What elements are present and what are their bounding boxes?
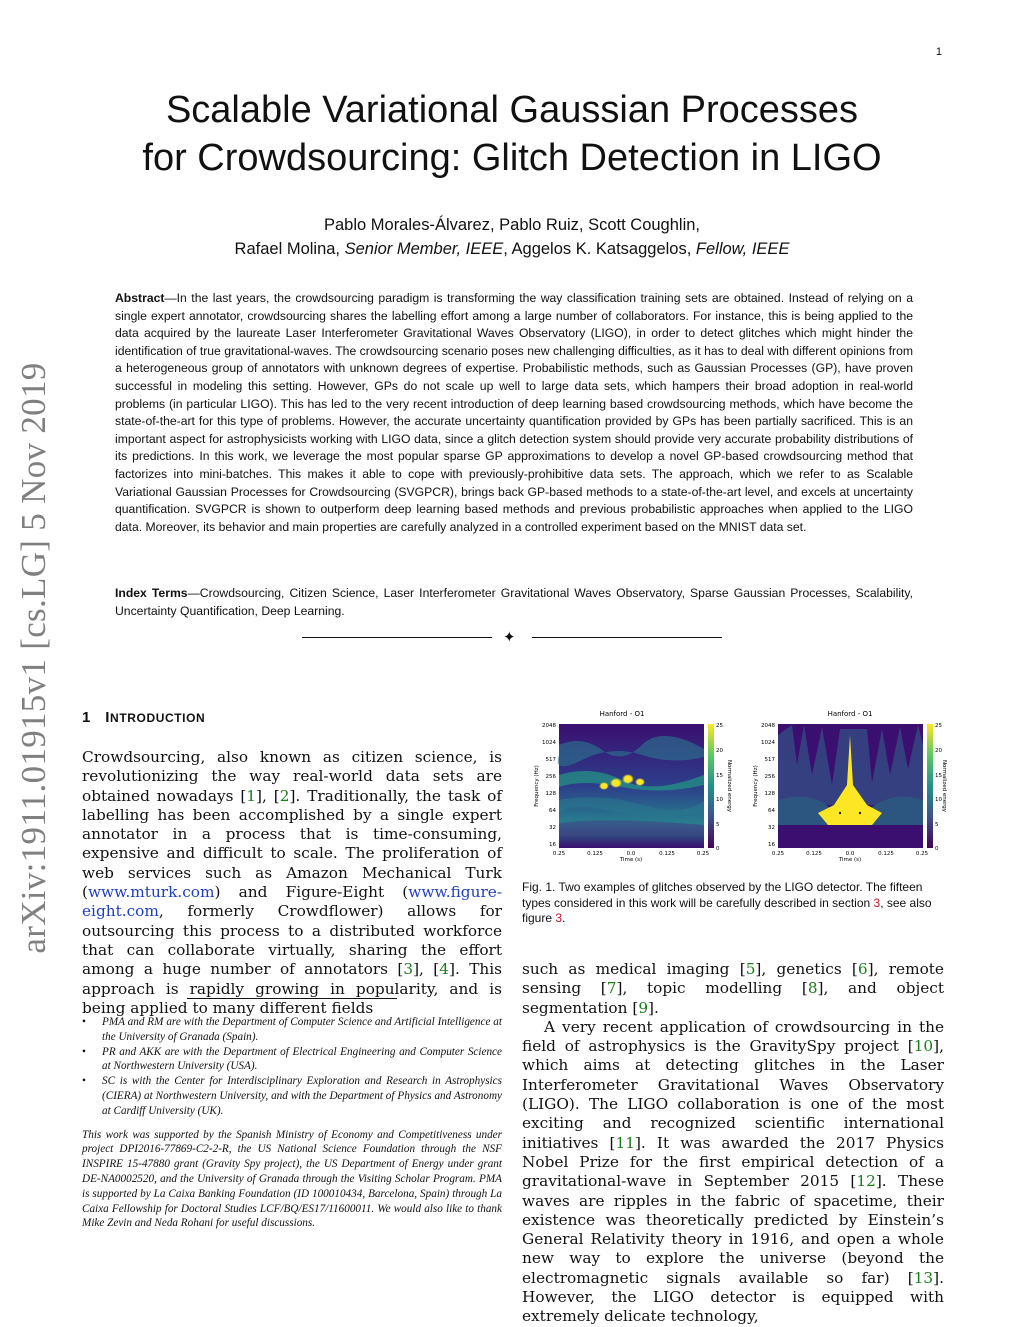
svg-text:128: 128 bbox=[764, 791, 775, 797]
svg-text:256: 256 bbox=[545, 774, 556, 780]
svg-text:25: 25 bbox=[935, 723, 942, 729]
funding-note: This work was supported by the Spanish Ministry of Economy and Competitiveness under project DPI2016-77869-C2-2-R, the US National Science Foundation through the NSF INSPIRE 15-47880 grant (Gravity Spy project), the US Department of Energy under grant DE-NA0002520, and the University of Granada through the Visiting Scholar Program. PMA is supported by La Caixa Banking Foundation (ID 100010434, Barcelona, Spain) through La Caixa Fellowship for Doctoral Studies LCF/BQ/ES17/11600011. We would also like to thank Mike Zevin and Neda Rohani for useful discussions. bbox=[82, 1128, 502, 1230]
svg-text:Normalized energy: Normalized energy bbox=[941, 759, 947, 813]
svg-text:32: 32 bbox=[768, 825, 775, 831]
svg-text:15: 15 bbox=[716, 773, 723, 779]
svg-text:0.125: 0.125 bbox=[587, 851, 603, 857]
svg-text:Normalized energy: Normalized energy bbox=[726, 759, 732, 813]
author-katsaggelos-title: Fellow, IEEE bbox=[695, 240, 790, 258]
svg-text:0.25: 0.25 bbox=[915, 851, 929, 857]
svg-text:128: 128 bbox=[545, 791, 556, 797]
author-katsaggelos: , Aggelos K. Katsaggelos, bbox=[503, 240, 696, 258]
svg-text:0.25: 0.25 bbox=[771, 851, 785, 857]
title-line-1: Scalable Variational Gaussian Processes bbox=[165, 89, 859, 131]
citation-link[interactable]: 4 bbox=[439, 960, 449, 979]
svg-text:16: 16 bbox=[768, 842, 775, 848]
figure-ref-link[interactable]: 3 bbox=[555, 911, 563, 925]
citation-link[interactable]: 8 bbox=[807, 979, 818, 998]
footnotes bbox=[82, 1015, 502, 1231]
spectrogram-left bbox=[534, 710, 732, 863]
svg-text:517: 517 bbox=[545, 757, 556, 763]
svg-text:1024: 1024 bbox=[542, 740, 556, 746]
footnote-item: • PMA and RM are with the Department of Computer Science and Artificial Intelligence at the University of Granada (Spain). bbox=[82, 1016, 502, 1043]
section-divider bbox=[302, 630, 722, 646]
figure-1-spectrograms bbox=[522, 705, 946, 865]
abstract-label: Abstract bbox=[115, 291, 165, 305]
index-terms bbox=[115, 585, 913, 620]
footnote-item: • PR and AKK are with the Department of Electrical Engineering and Computer Science at Northwestern University (USA). bbox=[82, 1045, 502, 1073]
index-terms-text: —Crowdsourcing, Citizen Science, Laser Interferometer Gravitational Waves Observatory, Sparse Gaussian Processes, Scalability, Uncertainty Quantification, Deep Learning. bbox=[115, 586, 913, 618]
svg-text:0.0: 0.0 bbox=[845, 851, 855, 857]
svg-text:10: 10 bbox=[935, 797, 942, 803]
author-molina: Rafael Molina, bbox=[234, 240, 345, 258]
citation-link[interactable]: 5 bbox=[745, 960, 756, 978]
svg-text:16: 16 bbox=[549, 842, 556, 848]
abstract-text: —In the last years, the crowdsourcing paradigm is transforming the way classification training sets are obtained. Instead of relying on a single expert annotator, crowdsourcing shares the labelling effort among a large number of collaborators. For instance, this is being applied to the data acquired by the laureate Laser Interferometer Gravitational Waves Observatory (LIGO), in order to detect glitches which might hinder the identification of true gravitational-waves. The crowdsourcing scenario poses new challenging difficulties, as it has to deal with different opinions from a heterogeneous group of annotators with unknown degrees of expertise. Probabilistic methods, such as Gaussian Processes (GP), have proven successful in modeling this setting. However, GPs do not scale up well to large data sets, which hampers their broad adoption in real-world problems (in particular LIGO). This has led to the very recent introduction of deep learning based crowdsourcing methods, which have become the state-of-the-art for this type of problems. However, the accurate uncertainty quantification provided by GPs has been partially sacrificed. This is an important aspect for astrophysicists working with LIGO data, since a glitch detection system should provide very accurate probability distributions of its predictions. In this work, we leverage the most popular sparse GP approximations to develop a novel GP-based crowdsourcing method that factorizes into mini-batches. This makes it able to cope with previously-prohibitive data sets. The approach, which we refer to as Scalable Variational Gaussian Processes for Crowdsourcing (SVGPCR), brings back GP-based methods to a state-of-the-art level, and excels at uncertainty quantification. SVGPCR is shown to outperform deep learning based methods and previous probabilistic approaches when applied to the LIGO data. Moreover, its behavior and main properties are carefully analyzed in a controlled experiment based on the MNIST data set. bbox=[115, 291, 913, 534]
mturk-link[interactable]: www.mturk.com bbox=[87, 883, 215, 902]
svg-text:64: 64 bbox=[549, 808, 556, 814]
authors bbox=[0, 213, 1024, 261]
page-number: 1 bbox=[935, 46, 942, 58]
citation-link[interactable]: 6 bbox=[857, 960, 868, 978]
citation-link[interactable]: 3 bbox=[403, 960, 414, 979]
svg-text:0.0: 0.0 bbox=[626, 851, 636, 857]
svg-text:64: 64 bbox=[768, 808, 775, 814]
citation-link[interactable]: 13 bbox=[913, 1268, 934, 1287]
section-title-rest: NTRODUCTION bbox=[110, 711, 206, 725]
authors-line-1: Pablo Morales-Álvarez, Pablo Ruiz, Scott Coughlin, bbox=[323, 216, 700, 234]
svg-text:0.125: 0.125 bbox=[659, 851, 675, 857]
paragraph-applications: such as medical imaging [5], genetics [6], remote sensing [7], topic modelling [8], and object segmentation [9]. bbox=[522, 960, 944, 1017]
citation-link[interactable]: 9 bbox=[638, 998, 649, 1017]
svg-text:256: 256 bbox=[764, 774, 775, 780]
section-heading bbox=[82, 709, 205, 726]
citation-link[interactable]: 12 bbox=[856, 1172, 876, 1191]
section-number: 1 bbox=[82, 709, 91, 726]
paragraph-gravityspy: A very recent application of crowdsourcing in the field of astrophysics is the GravitySpy project [10], which aims at detecting glitches in the Laser Interferometer Gravitational Waves Observatory (LIGO). The LIGO collaboration is one of the most exciting and recognized scientific international initiatives [11]. It was awarded the 2017 Physics Nobel Prize for the first empirical detection of a gravitational-wave in September 2015 [12]. These waves are ripples in the fabric of spacetime, their existence was theoretically predicted by Einstein’s General Relativity theory in 1916, and open a whole new way to explore the universe (beyond the electromagnetic signals available so far) [13]. However, the LIGO detector is equipped with extremely delicate technology, bbox=[522, 1017, 945, 1326]
svg-text:Time (s): Time (s) bbox=[838, 857, 862, 863]
authors-line-2 bbox=[0, 237, 1024, 261]
svg-text:0.25: 0.25 bbox=[552, 851, 566, 857]
svg-text:Frequency (Hz): Frequency (Hz) bbox=[534, 765, 540, 807]
svg-text:0: 0 bbox=[935, 846, 939, 852]
right-column-text bbox=[522, 960, 944, 1327]
svg-text:25: 25 bbox=[716, 723, 723, 729]
svg-text:1024: 1024 bbox=[761, 740, 775, 746]
svg-text:0.125: 0.125 bbox=[806, 851, 822, 857]
svg-text:20: 20 bbox=[935, 748, 942, 754]
figure-caption: Fig. 1. Two examples of glitches observed by the LIGO detector. The fifteen types considered in this work will be carefully described in section 3, see also figure 3. bbox=[522, 880, 932, 925]
footnote-rule bbox=[187, 998, 397, 999]
intro-paragraph: Crowdsourcing, also known as citizen science, is revolutionizing the way real-world data sets are obtained nowadays [1], [2]. Traditionally, the task of labelling has been accomplished by a single expert annotator in a process that is time-consuming, expensive and difficult to scale. The proliferation of web services such as Amazon Mechanical Turk (www.mturk.com) and Figure-Eight (www.figure-eight.com, formerly Crowdflower) allows for outsourcing this process to a distributed workforce that can collaborate virtually, sharing the effort among a huge number of annotators [3], [4]. This approach is rapidly growing in popularity, and is being applied to many different fields bbox=[82, 748, 502, 1017]
svg-text:0.125: 0.125 bbox=[878, 851, 894, 857]
svg-text:517: 517 bbox=[764, 757, 775, 763]
footnote-item: • SC is with the Center for Interdisciplinary Exploration and Research in Astrophysics (CIERA) at Northwestern University, and with the Department of Physics and Astronomy at Cardiff University (UK). bbox=[82, 1075, 502, 1117]
svg-text:32: 32 bbox=[549, 825, 556, 831]
figure-eight-link[interactable]: www.figure-eight.com bbox=[82, 883, 502, 921]
svg-text:Frequency (Hz): Frequency (Hz) bbox=[753, 765, 759, 807]
section-title-initial: I bbox=[105, 709, 111, 726]
svg-text:5: 5 bbox=[716, 822, 720, 828]
plot-title: Hanford - O1 bbox=[599, 710, 645, 718]
author-molina-title: Senior Member, IEEE bbox=[344, 240, 504, 258]
svg-text:20: 20 bbox=[716, 748, 723, 754]
title-line-2: for Crowdsourcing: Glitch Detection in LIGO bbox=[142, 137, 882, 179]
paper-title bbox=[0, 86, 1024, 182]
svg-text:2048: 2048 bbox=[761, 723, 775, 729]
citation-link[interactable]: 2 bbox=[279, 786, 290, 805]
citation-link[interactable]: 1 bbox=[246, 786, 257, 805]
svg-text:Time (s): Time (s) bbox=[619, 857, 643, 863]
arxiv-stamp-text: arXiv:1911.01915v1 [cs.LG] 5 Nov 2019 bbox=[14, 361, 53, 954]
section-ref-link[interactable]: 3 bbox=[873, 895, 881, 910]
citation-link[interactable]: 10 bbox=[913, 1037, 934, 1056]
index-terms-label: Index Terms bbox=[115, 586, 188, 600]
abstract bbox=[115, 290, 913, 536]
divider-star-icon: ✦ bbox=[503, 629, 516, 646]
svg-text:0.25: 0.25 bbox=[696, 851, 710, 857]
spectrogram-right bbox=[753, 710, 947, 863]
citation-link[interactable]: 7 bbox=[606, 979, 617, 998]
svg-text:5: 5 bbox=[935, 822, 939, 828]
plot-title: Hanford - O1 bbox=[827, 710, 873, 718]
svg-text:2048: 2048 bbox=[542, 723, 556, 729]
svg-text:10: 10 bbox=[716, 797, 723, 803]
citation-link[interactable]: 11 bbox=[615, 1133, 635, 1152]
svg-text:0: 0 bbox=[716, 846, 720, 852]
svg-text:15: 15 bbox=[935, 773, 942, 779]
arxiv-stamp bbox=[6, 355, 62, 960]
